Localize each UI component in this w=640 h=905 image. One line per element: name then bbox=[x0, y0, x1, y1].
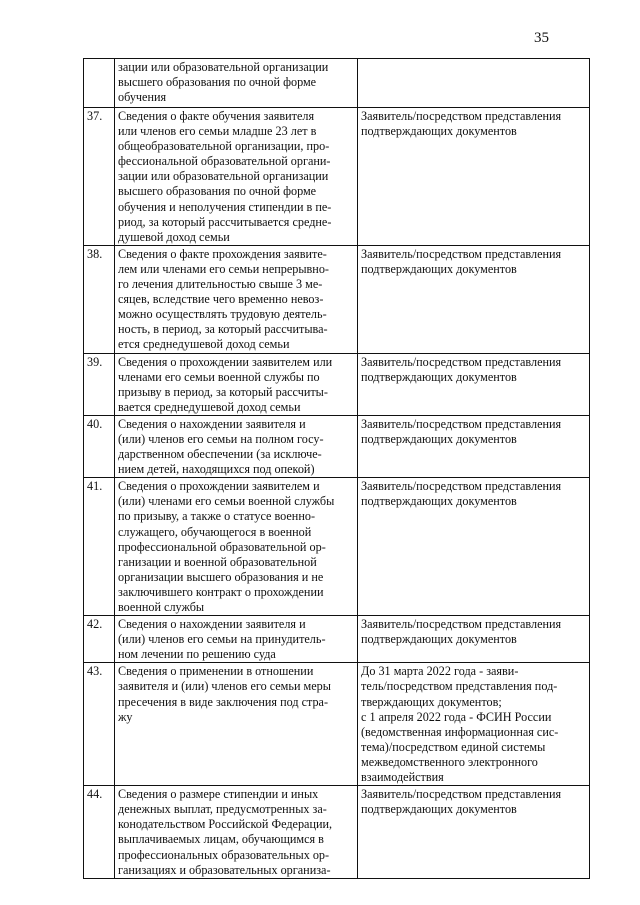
info-cell bbox=[115, 59, 358, 108]
info-cell bbox=[115, 108, 358, 246]
info-text: Сведения о прохождении заявителем или членами его семьи военной службы по призыву в период, за который рассчиты- вается среднедушевой доход семьи bbox=[118, 354, 333, 414]
info-cell bbox=[115, 415, 358, 477]
info-text: Сведения о размере стипендии и иных денежных выплат, предусмотренных за- конодательством Российской Федерации, выплачиваемых лицам, обучающимся в профессиональных образовательных ор- ганизациях и образовательных организа- bbox=[118, 787, 333, 877]
source-cell bbox=[358, 108, 590, 246]
info-text: Сведения о нахождении заявителя и (или) членов его семьи на полном госу- дарственном обеспечении (за исключе- нием детей, находящихся под опекой) bbox=[118, 416, 324, 477]
documents-table bbox=[83, 58, 590, 879]
info-text: Сведения о прохождении заявителем и (или) членами его семьи военной службы по призыву, а также о статусе военно- служащего, обучающегося в военной профессиональной образовательной ор- ганизации и военной образовательной организации высшего образования и не заключившего контракт о прохождении военной службы bbox=[118, 479, 335, 614]
source-cell bbox=[358, 478, 590, 616]
row-number: 39. bbox=[84, 353, 115, 415]
source-text: Заявитель/посредством представления подтверждающих документов bbox=[361, 109, 562, 139]
table-row bbox=[84, 616, 590, 663]
table-row bbox=[84, 415, 590, 477]
source-text: Заявитель/посредством представления подтверждающих документов bbox=[361, 354, 562, 384]
table-row bbox=[84, 59, 590, 108]
info-cell bbox=[115, 786, 358, 879]
info-cell bbox=[115, 663, 358, 786]
source-cell bbox=[358, 786, 590, 879]
source-cell bbox=[358, 353, 590, 415]
row-number: 40. bbox=[84, 415, 115, 477]
source-cell bbox=[358, 245, 590, 353]
source-cell bbox=[358, 415, 590, 477]
source-cell bbox=[358, 59, 590, 108]
source-text: Заявитель/посредством представления подтверждающих документов bbox=[361, 617, 562, 647]
source-text: Заявитель/посредством представления подтверждающих документов bbox=[361, 416, 562, 446]
table-row bbox=[84, 786, 590, 879]
row-number: 42. bbox=[84, 616, 115, 663]
table-row bbox=[84, 108, 590, 246]
table-row bbox=[84, 478, 590, 616]
row-number: 38. bbox=[84, 245, 115, 353]
info-cell bbox=[115, 616, 358, 663]
info-cell bbox=[115, 245, 358, 353]
source-text: Заявитель/посредством представления подтверждающих документов bbox=[361, 787, 562, 817]
row-number: 44. bbox=[84, 786, 115, 879]
row-number: 43. bbox=[84, 663, 115, 786]
info-cell bbox=[115, 478, 358, 616]
table-row bbox=[84, 353, 590, 415]
row-number bbox=[84, 59, 115, 108]
info-cell bbox=[115, 353, 358, 415]
source-text: До 31 марта 2022 года - заяви- тель/посредством представления под- тверждающих документов; с 1 апреля 2022 года - ФСИН России (ведомственная информационная сис- тема)/посредством единой системы межведомственного электронного взаимодействия bbox=[361, 664, 559, 785]
info-text: Сведения о нахождении заявителя и (или) членов его семьи на принудитель- ном лечении по решению суда bbox=[118, 617, 326, 662]
table-row bbox=[84, 245, 590, 353]
source-cell bbox=[358, 663, 590, 786]
source-cell bbox=[358, 616, 590, 663]
info-text: Сведения о факте прохождения заявите- лем или членами его семьи непрерывно- го лечения длительностью свыше 3 ме- сяцев, вследствие чего временно невоз- можно осуществлять трудовую деятель- ность, в период, за который рассчитыва- ется среднедушевой доход семьи bbox=[118, 246, 329, 352]
table-row bbox=[84, 663, 590, 786]
info-text: зации или образовательной организации высшего образования по очной форме обучения bbox=[118, 60, 329, 105]
source-text: Заявитель/посредством представления подтверждающих документов bbox=[361, 246, 562, 276]
info-text: Сведения о применении в отношении заявителя и (или) членов его семьи меры пресечения в виде заключения под стра- жу bbox=[118, 664, 331, 724]
source-text: Заявитель/посредством представления подтверждающих документов bbox=[361, 479, 562, 509]
row-number: 41. bbox=[84, 478, 115, 616]
row-number: 37. bbox=[84, 108, 115, 246]
info-text: Сведения о факте обучения заявителя или членов его семьи младше 23 лет в общеобразовательной организации, про- фессиональной образовательной органи- зации или образовательной организации высшего образования по очной форме обучения и неполучения стипендии в пе- риод, за который рассчитывается средне- душевой доход семьи bbox=[118, 109, 332, 244]
page-number: 35 bbox=[534, 30, 549, 46]
